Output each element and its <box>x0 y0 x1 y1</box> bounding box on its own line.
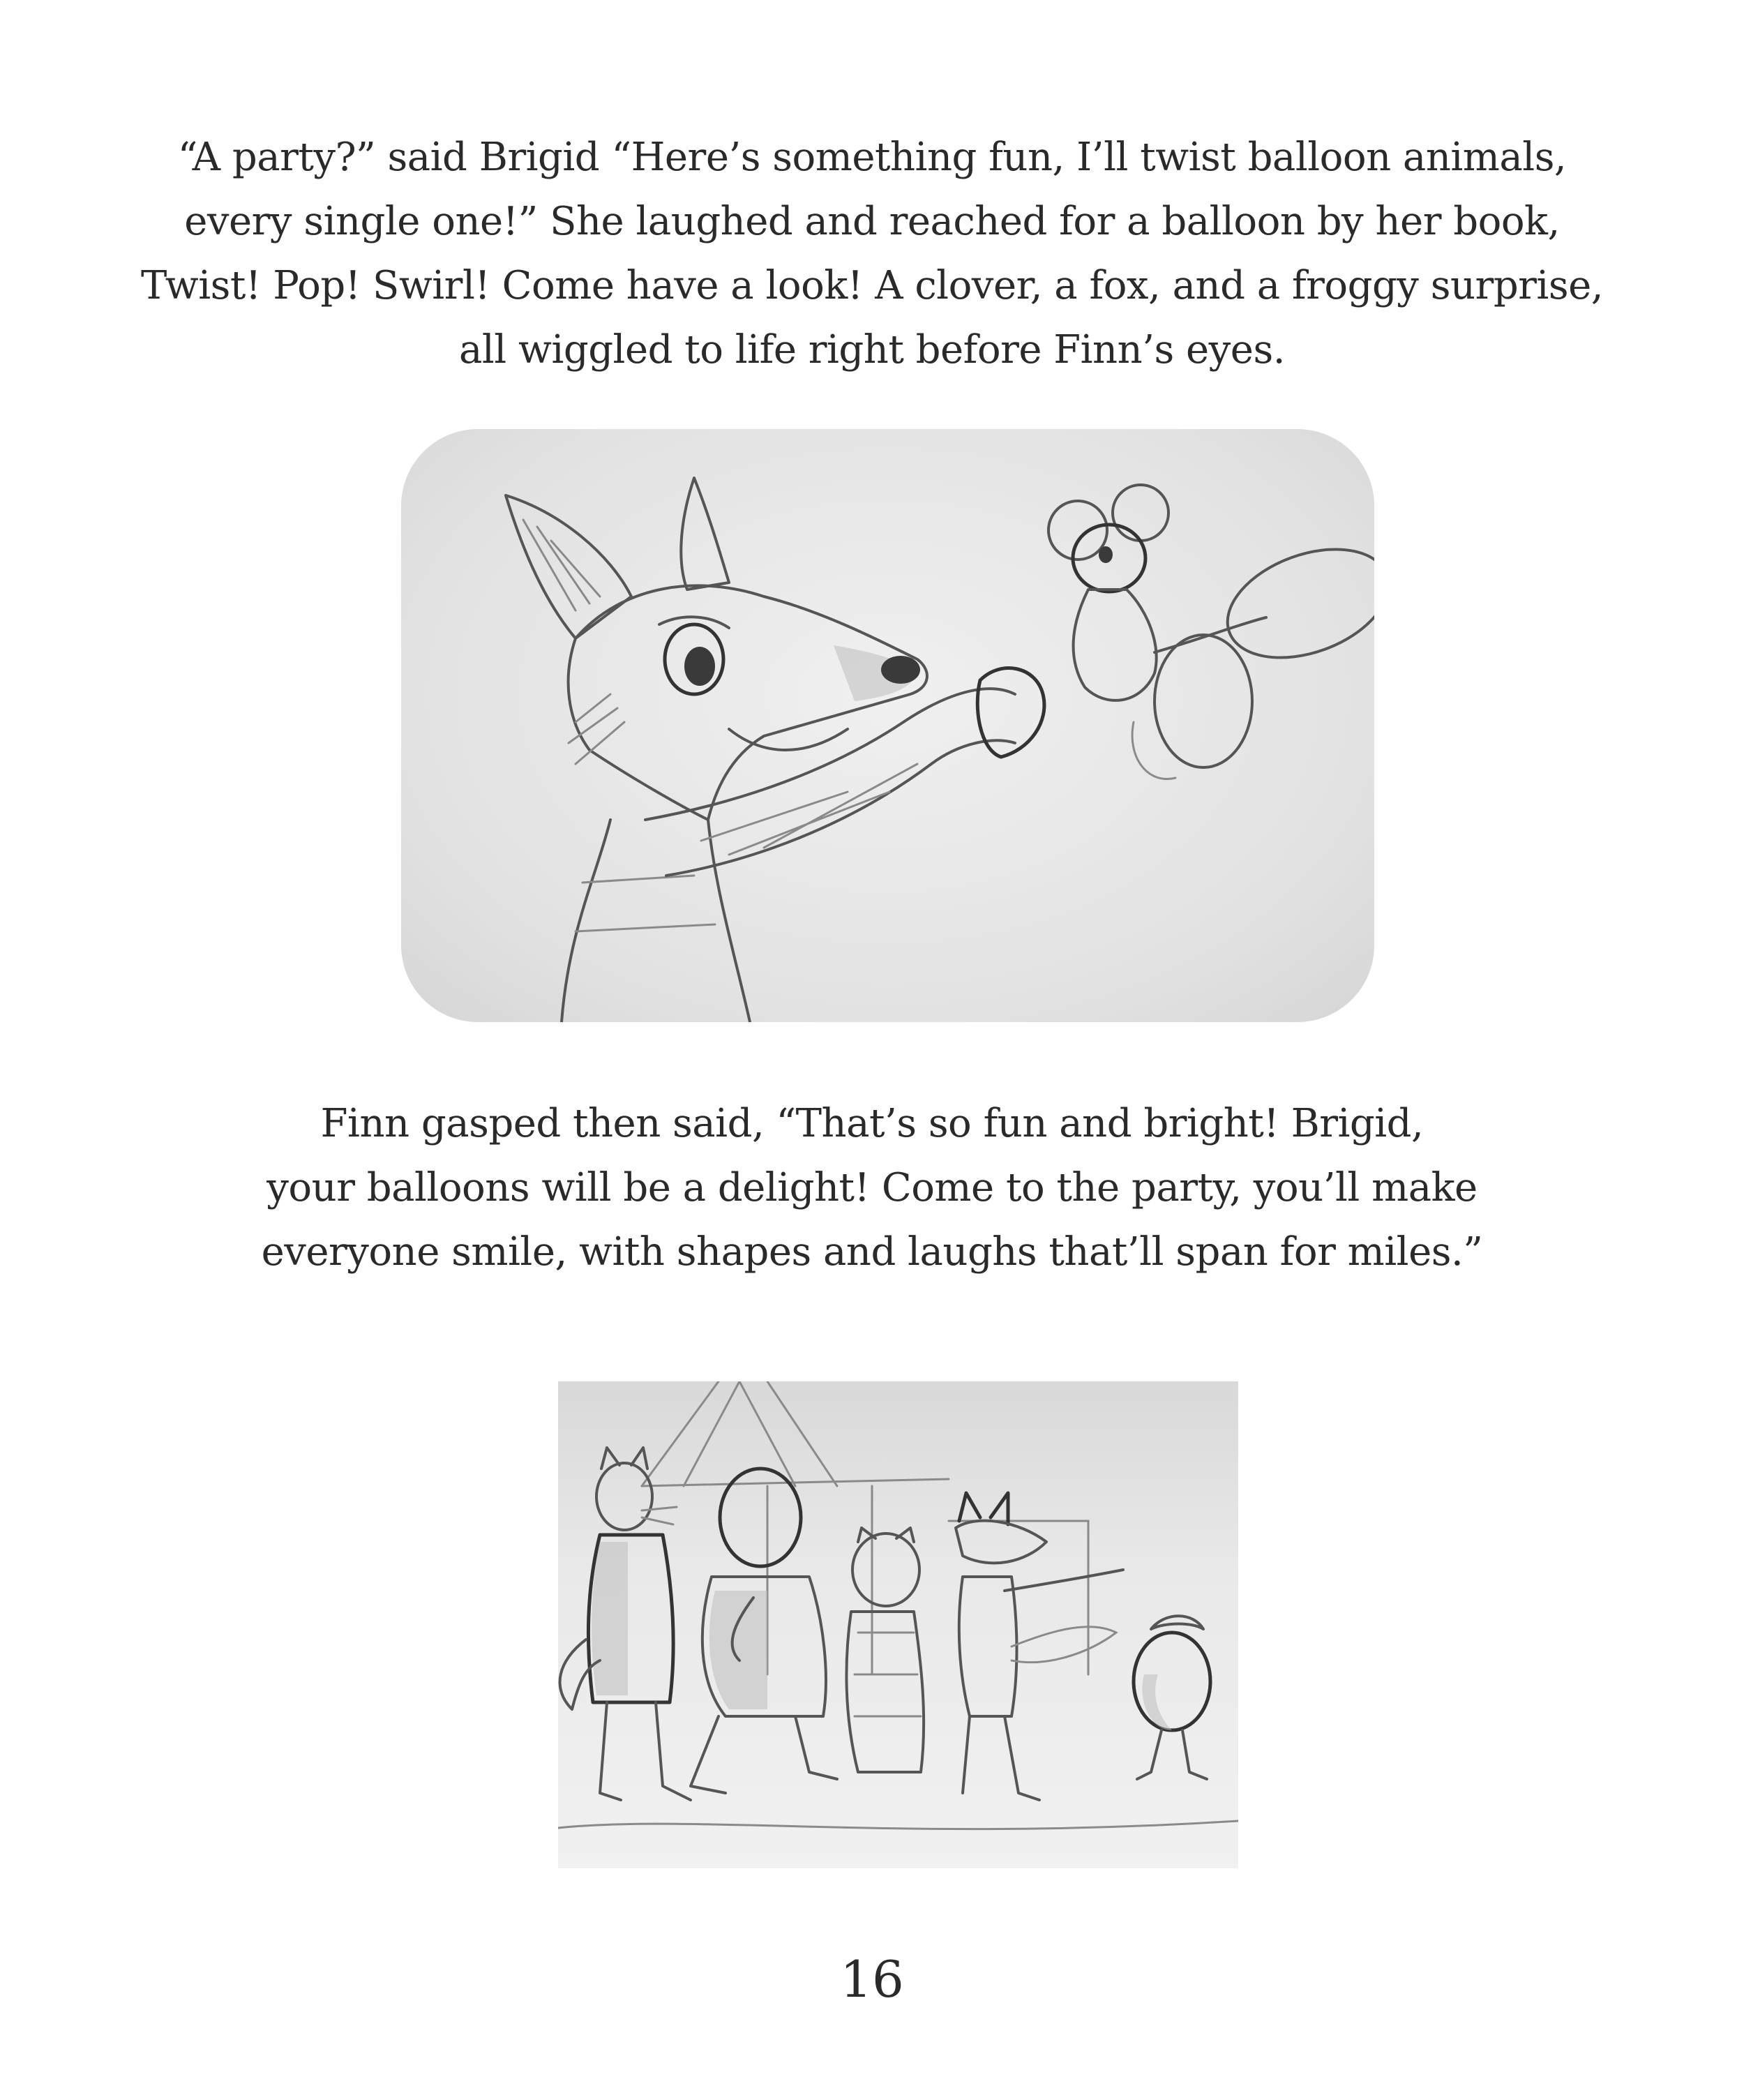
stanza-line: your balloons will be a delight! Come to the party, you’ll make <box>266 1165 1478 1210</box>
illustration-fox-balloon <box>401 429 1374 1022</box>
stanza-1 <box>0 126 1744 382</box>
stanza-line: all wiggled to life right before Finn’s eyes. <box>459 327 1285 373</box>
illustration-animal-friends <box>558 1381 1238 1868</box>
stanza-2 <box>0 1092 1744 1284</box>
animal-friends-sketch <box>558 1381 1238 1868</box>
stanza-line: every single one!” She laughed and reached for a balloon by her book, <box>184 199 1560 244</box>
stanza-line: Twist! Pop! Swirl! Come have a look! A clover, a fox, and a froggy surprise, <box>140 263 1604 308</box>
fox-balloon-sketch <box>401 429 1374 1022</box>
stanza-line: everyone smile, with shapes and laughs that’ll span for miles.” <box>261 1229 1483 1275</box>
stanza-line: “A party?” said Brigid “Here’s something fun, I’ll twist balloon animals, <box>177 135 1567 180</box>
page-number: 16 <box>840 1950 904 2009</box>
stanza-line: Finn gasped then said, “That’s so fun and bright! Brigid, <box>320 1101 1424 1146</box>
